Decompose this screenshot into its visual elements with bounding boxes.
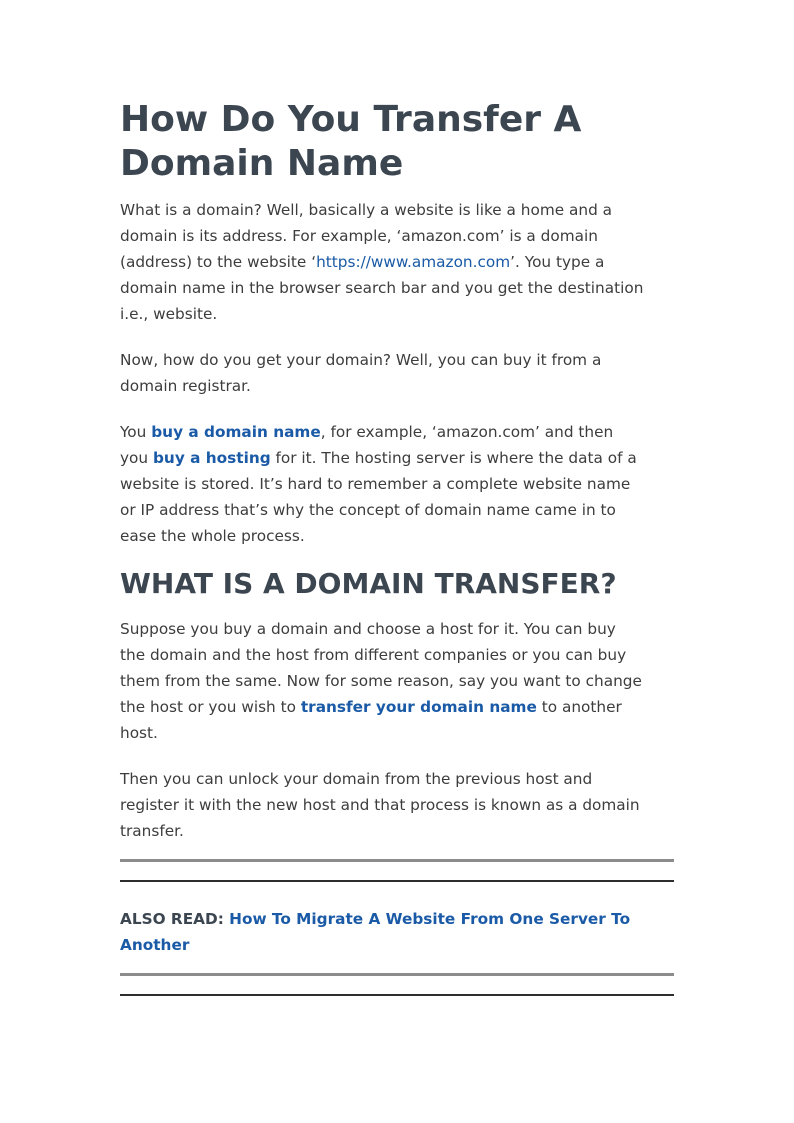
also-read-link[interactable]: How To Migrate A Website From One Server To <box>229 910 631 928</box>
intro-paragraph-3-line-2 <box>120 445 637 471</box>
intro-text: ’. You type a <box>510 253 605 271</box>
section-paragraph-1-line-4 <box>120 694 622 720</box>
page-title <box>120 98 676 186</box>
buy-domain-name-link[interactable]: buy a domain name <box>151 423 321 441</box>
intro-text: , for example, ‘amazon.com’ and then <box>320 423 614 441</box>
section-paragraph-2-line-1: Then you can unlock your domain from the previous host and <box>120 770 593 788</box>
section-paragraph-2-line-2: register it with the new host and that process is known as a domain <box>120 796 640 814</box>
intro-paragraph-1-line-1: What is a domain? Well, basically a website is like a home and a <box>120 201 613 219</box>
intro-paragraph-3-line-1 <box>120 419 613 445</box>
intro-paragraph-1-line-4: domain name in the browser search bar and you get the destination <box>120 279 644 297</box>
intro-paragraph-2-line-1: Now, how do you get your domain? Well, you can buy it from a <box>120 351 602 369</box>
section-text: to another <box>536 698 622 716</box>
divider-top-1 <box>120 859 674 862</box>
also-read-link-continued[interactable]: Another <box>120 936 190 954</box>
section-paragraph-1-line-3: them from the same. Now for some reason, say you want to change <box>120 672 642 690</box>
page-title-text: How Do You Transfer A Domain Name <box>120 99 582 184</box>
intro-text: You <box>120 423 152 441</box>
section-paragraph-1-line-1: Suppose you buy a domain and choose a host for it. You can buy <box>120 620 616 638</box>
divider-bottom-2 <box>120 994 674 996</box>
divider-top-2 <box>120 880 674 882</box>
amazon-url-link[interactable]: https://www.amazon.com <box>316 253 511 271</box>
intro-text: for it. The hosting server is where the data of a <box>270 449 637 467</box>
also-read-label: ALSO READ: <box>120 910 224 928</box>
also-read-line-1 <box>120 906 630 932</box>
divider-bottom-1 <box>120 973 674 976</box>
intro-text: you <box>120 449 153 467</box>
intro-text: (address) to the website ‘ <box>120 253 317 271</box>
intro-paragraph-3-line-4: or IP address that’s why the concept of domain name came in to <box>120 501 616 519</box>
intro-paragraph-1-line-2: domain is its address. For example, ‘amazon.com’ is a domain <box>120 227 598 245</box>
section-paragraph-1-line-5: host. <box>120 724 158 742</box>
intro-paragraph-1-line-5: i.e., website. <box>120 305 218 323</box>
intro-paragraph-3-line-3: website is stored. It’s hard to remember a complete website name <box>120 475 631 493</box>
buy-hosting-link[interactable]: buy a hosting <box>152 449 271 467</box>
transfer-domain-name-link[interactable]: transfer your domain name <box>300 698 537 716</box>
also-read-line-2 <box>120 932 189 958</box>
section-paragraph-1-line-2: the domain and the host from different companies or you can buy <box>120 646 627 664</box>
section-text: the host or you wish to <box>120 698 301 716</box>
intro-paragraph-3-line-5: ease the whole process. <box>120 527 305 545</box>
intro-paragraph-1-line-3 <box>120 249 604 275</box>
intro-paragraph-2-line-2: domain registrar. <box>120 377 251 395</box>
section-heading: WHAT IS A DOMAIN TRANSFER? <box>120 567 617 600</box>
section-paragraph-2-line-3: transfer. <box>120 822 184 840</box>
